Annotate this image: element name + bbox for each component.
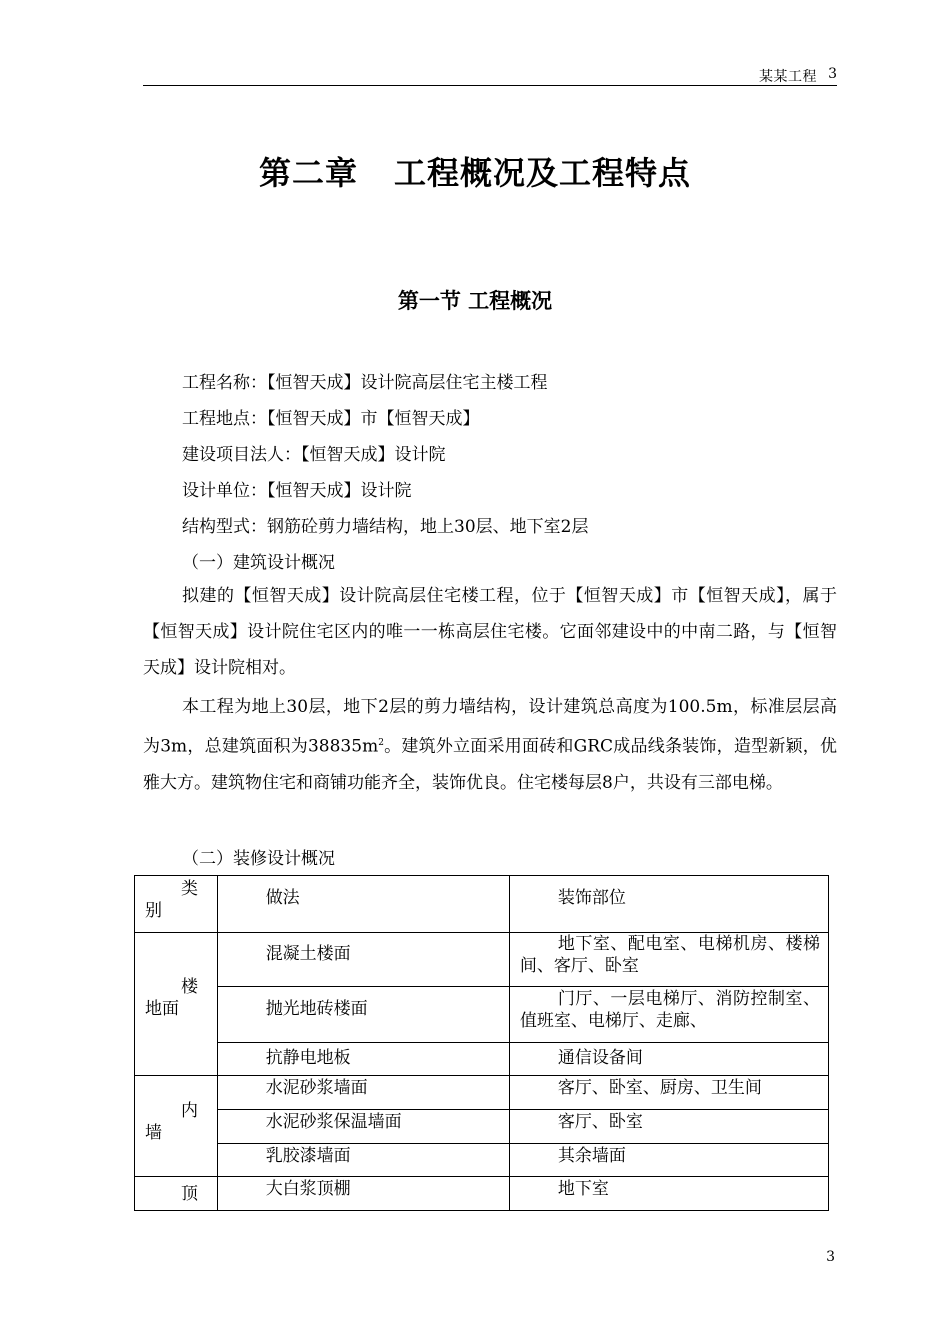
location-cell: 地下室 xyxy=(509,1177,828,1211)
table-header-row xyxy=(135,876,829,933)
paragraph-structure-text: 本工程为地上30层，地下2层的剪力墙结构，设计建筑总高度为100.5m，标准层层高为3m，总建筑面积为38835m xyxy=(143,697,837,757)
table-row xyxy=(135,1043,829,1076)
table-row xyxy=(135,1177,829,1211)
chapter-title xyxy=(0,148,950,194)
table-row xyxy=(135,987,829,1043)
category-interior-wall: 内 墙 xyxy=(135,1076,218,1177)
location-cell: 通信设备间 xyxy=(509,1043,828,1076)
header-method: 做法 xyxy=(217,876,509,933)
header-title: 某某工程 xyxy=(759,69,817,85)
chapter-name: 工程概况及工程特点 xyxy=(394,154,692,192)
location-cell: 其余墙面 xyxy=(509,1144,828,1177)
subheading-decoration: （二）装修设计概况 xyxy=(182,849,335,869)
header-location: 装饰部位 xyxy=(509,876,828,933)
info-structure-type: 结构型式：钢筋砼剪力墙结构，地上30层、地下室2层 xyxy=(182,517,589,537)
method-cell: 抛光地砖楼面 xyxy=(217,987,509,1043)
location-cell: 客厅、卧室、厨房、卫生间 xyxy=(509,1076,828,1110)
category-floor: 楼 地面 xyxy=(135,933,218,1076)
info-legal-person: 建设项目法人：【恒智天成】设计院 xyxy=(182,445,446,465)
footer-page-number: 3 xyxy=(826,1249,835,1265)
category-ceiling: 顶 xyxy=(135,1177,218,1211)
table-row xyxy=(135,1144,829,1177)
location-cell: 地下室、配电室、电梯机房、楼梯间、客厅、卧室 xyxy=(509,933,828,987)
header-rule xyxy=(143,85,837,86)
method-cell: 大白浆顶棚 xyxy=(217,1177,509,1211)
header-category xyxy=(135,876,218,933)
header-page-number: 3 xyxy=(828,66,837,82)
location-cell: 门厅、一层电梯厅、消防控制室、值班室、电梯厅、走廊、 xyxy=(509,987,828,1043)
table-row xyxy=(135,1110,829,1144)
method-cell: 水泥砂浆墙面 xyxy=(217,1076,509,1110)
info-design-unit: 设计单位：【恒智天成】设计院 xyxy=(182,481,412,501)
info-project-name: 工程名称：【恒智天成】设计院高层住宅主楼工程 xyxy=(182,373,548,393)
location-cell: 客厅、卧室 xyxy=(509,1110,828,1144)
area-unit-superscript: 2 xyxy=(378,738,384,748)
section-title: 第一节 工程概况 xyxy=(397,289,553,313)
paragraph-structure xyxy=(143,689,837,801)
decoration-table xyxy=(134,875,829,1211)
table-row xyxy=(135,1076,829,1110)
paragraph-location: 拟建的【恒智天成】设计院高层住宅楼工程，位于【恒智天成】市【恒智天成】，属于【恒智天成】设计院住宅区内的唯一一栋高层住宅楼。它面邻建设中的中南二路，与【恒智天成】设计院相对。 xyxy=(143,586,837,678)
method-cell: 混凝土楼面 xyxy=(217,933,509,987)
subheading-architecture: （一）建筑设计概况 xyxy=(182,553,335,573)
table-row xyxy=(135,933,829,987)
header-category-char-2: 别 xyxy=(145,901,162,921)
info-project-location: 工程地点：【恒智天成】市【恒智天成】 xyxy=(182,409,480,429)
method-cell: 水泥砂浆保温墙面 xyxy=(217,1110,509,1144)
chapter-label: 第二章 xyxy=(258,154,358,192)
method-cell: 乳胶漆墙面 xyxy=(217,1144,509,1177)
header-category-char-1: 类 xyxy=(181,879,198,899)
paragraph-structure-text-cont: 。建筑外立面采用面砖和GRC成品线条装饰，造型新颖，优雅大方。建筑物住宅和商铺功能齐全，装饰优良。住宅楼每层8户，共设有三部电梯。 xyxy=(143,736,837,793)
method-cell: 抗静电地板 xyxy=(217,1043,509,1076)
